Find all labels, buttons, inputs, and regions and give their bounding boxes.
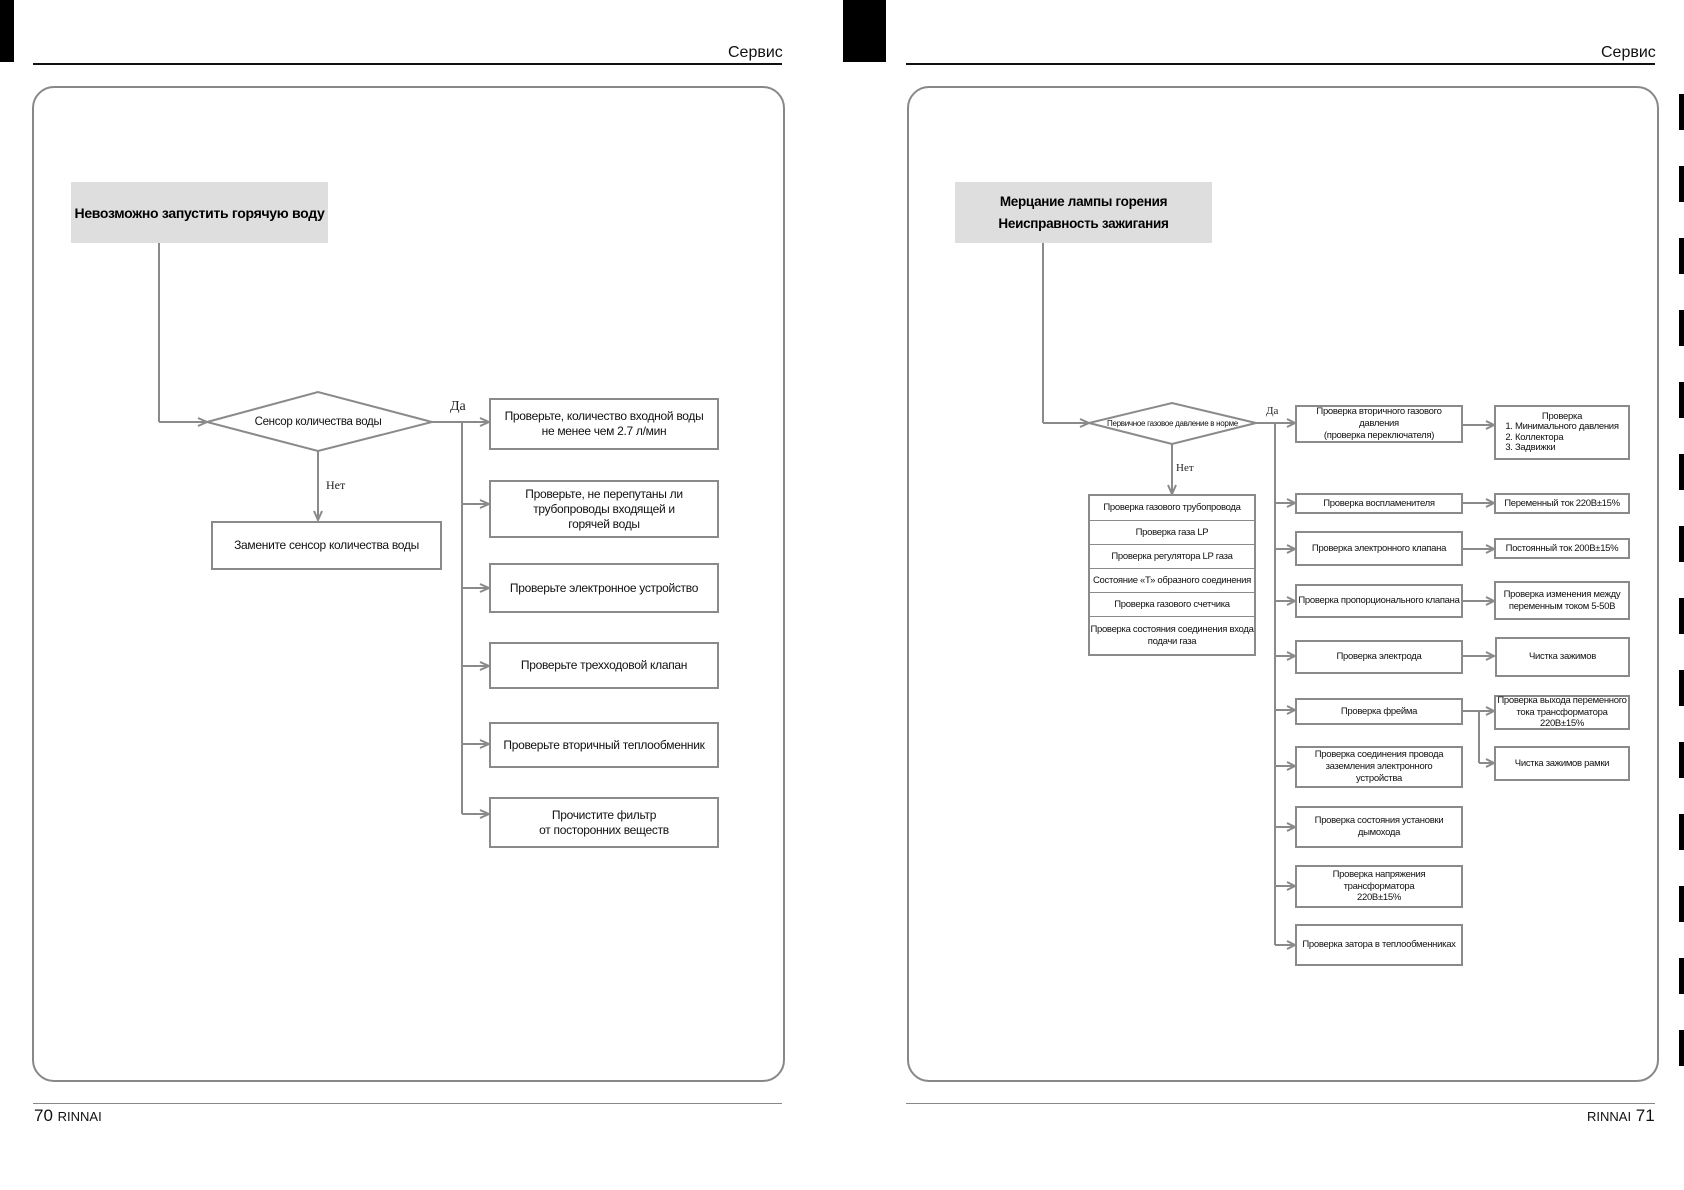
left-action-threeway-box: Проверьте трехходовой клапан — [489, 642, 719, 689]
check-proportional-valve-box: Проверка пропорционального клапана — [1295, 584, 1463, 618]
right-title-line2: Неисправность зажигания — [998, 215, 1169, 231]
check-electrode-box: Проверка электрода — [1295, 640, 1463, 674]
left-decision-label: Сенсор количества воды — [254, 416, 382, 428]
left-footer-brand: RINNAI — [57, 1109, 102, 1124]
result-frame-clean-box: Чистка зажимов рамки — [1494, 746, 1630, 781]
left-no-label: Нет — [326, 478, 346, 492]
result-pressure-item-2: 2. Коллектора — [1505, 431, 1564, 443]
result-igniter-box: Переменный ток 220В±15% — [1494, 493, 1630, 514]
result-pressure-item-3: 3. Задвижки — [1505, 441, 1556, 453]
right-footer-rule — [906, 1103, 1655, 1104]
right-no-label: Нет — [1176, 462, 1194, 474]
check-frame-box: Проверка фрейма — [1295, 698, 1463, 725]
right-decision-label: Первичное газовое давление в норме — [1107, 418, 1238, 428]
check-chimney-box: Проверка состояния установки дымохода — [1295, 806, 1463, 848]
result-frame-output-box: Проверка выхода переменного тока трансформатора 220В±15% — [1494, 695, 1630, 730]
result-pressure-item-1: 1. Минимального давления — [1505, 421, 1619, 433]
no-check-gas-pipe: Проверка газового трубопровода — [1090, 496, 1254, 521]
left-action-pipes-box: Проверьте, не перепутаны ли трубопроводы входящей и горячей воды — [489, 480, 719, 538]
right-header-label: Сервис — [1601, 44, 1656, 61]
left-header-label: Сервис — [728, 44, 783, 61]
check-secondary-pressure-box: Проверка вторичного газового давления (проверка переключателя) — [1295, 405, 1463, 443]
left-action-heatexchanger-box: Проверьте вторичный теплообменник — [489, 722, 719, 768]
no-check-gas-meter: Проверка газового счетчика — [1090, 593, 1254, 617]
right-title-line1: Мерцание лампы горения — [999, 193, 1168, 209]
no-check-lp-regulator: Проверка регулятора LP газа — [1090, 545, 1254, 569]
right-edge-index-marks — [1679, 90, 1684, 1090]
no-check-lp-gas: Проверка газа LP — [1090, 521, 1254, 545]
check-heatexchanger-clog-box: Проверка затора в теплообменниках — [1295, 924, 1463, 966]
check-igniter-box: Проверка воспламенителя — [1295, 493, 1463, 514]
check-electronic-valve-box: Проверка электронного клапана — [1295, 531, 1463, 566]
check-transformer-voltage-box: Проверка напряжения трансформатора 220В±15% — [1295, 865, 1463, 908]
left-no-action-box: Замените сенсор количества воды — [211, 521, 442, 570]
result-pressure-title: Проверка — [1541, 410, 1583, 422]
no-check-t-joint: Состояние «Т» образного соединения — [1090, 569, 1254, 593]
right-yes-label: Да — [1266, 405, 1279, 417]
result-electrode-box: Чистка зажимов — [1495, 637, 1630, 677]
left-action-inflow-box: Проверьте, количество входной воды не менее чем 2.7 л/мин — [489, 398, 719, 450]
result-pressure-list — [1505, 422, 1618, 453]
right-no-checks-list — [1088, 494, 1256, 656]
result-pressure-box — [1494, 405, 1630, 460]
result-proportional-box: Проверка изменения между переменным током 5-50В — [1494, 581, 1630, 620]
left-title-text: Невозможно запустить горячую воду — [74, 204, 325, 221]
left-action-electronic-box: Проверьте электронное устройство — [489, 563, 719, 613]
left-page-number: 70 — [34, 1106, 53, 1125]
left-yes-label: Да — [450, 399, 466, 414]
check-ground-wire-box: Проверка соединения провода заземления электронного устройства — [1295, 746, 1463, 788]
right-footer — [1587, 1106, 1655, 1126]
left-action-filter-box: Прочистите фильтр от посторонних веществ — [489, 797, 719, 848]
no-check-gas-inlet: Проверка состояния соединения входа подачи газа — [1090, 623, 1254, 647]
right-page-number: 71 — [1635, 1106, 1655, 1125]
right-footer-brand: RINNAI — [1587, 1109, 1632, 1124]
result-valve-box: Постоянный ток 200В±15% — [1494, 538, 1630, 559]
